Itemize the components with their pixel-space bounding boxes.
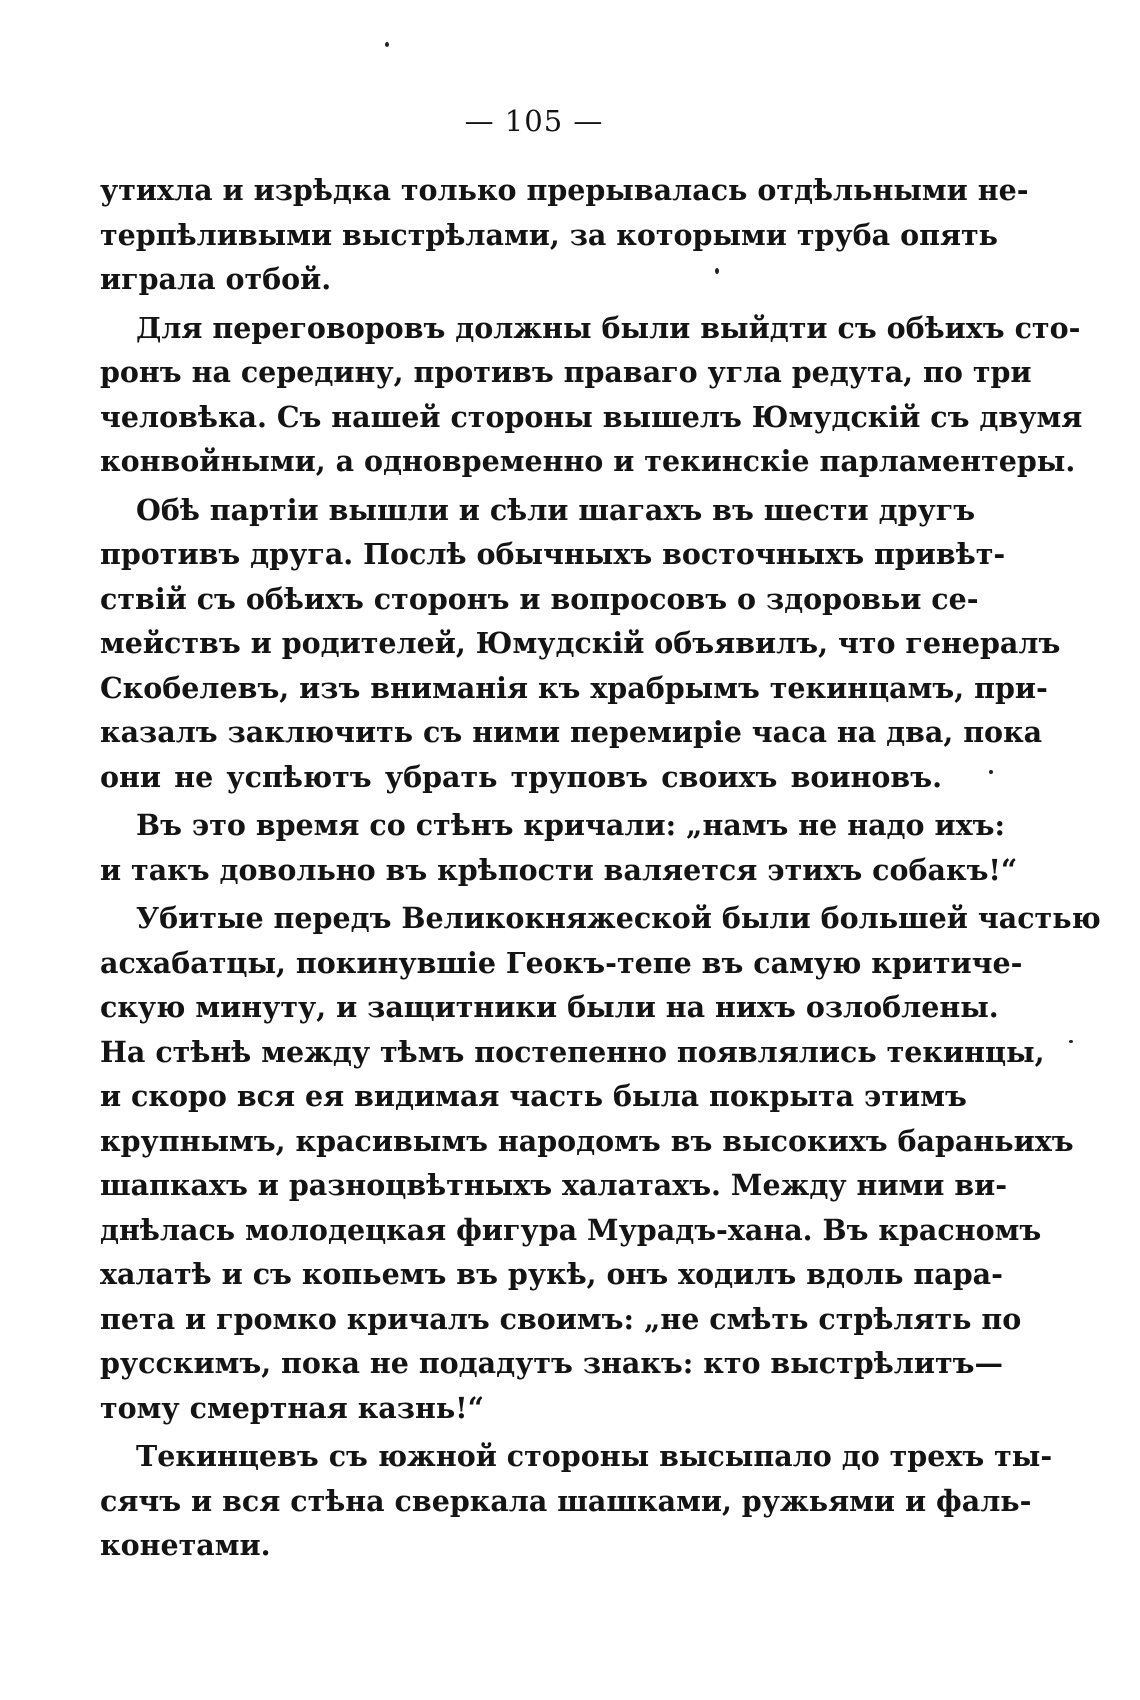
page-number: — 105 — xyxy=(464,104,604,138)
scan-speck xyxy=(1069,1040,1073,1043)
text-line: пета и громко кричалъ своимъ: „не смѣть стрѣлять по xyxy=(100,1301,1022,1336)
scan-speck xyxy=(715,268,719,274)
paragraph xyxy=(100,306,1083,484)
text-line: человѣка. Съ нашей стороны вышелъ Юмудскій съ двумя xyxy=(100,399,1083,434)
text-line: утихла и изрѣдка только прерывалась отдѣльными не- xyxy=(100,173,1029,207)
text-line: крупнымъ, красивымъ народомъ въ высокихъ бараньихъ xyxy=(100,1123,1074,1158)
text-line: конетами. xyxy=(100,1528,271,1562)
text-line: Текинцевъ съ южной стороны высыпало до трехъ ты- xyxy=(136,1439,1053,1473)
text-line: Убитые передъ Великокняжеской были большей частью xyxy=(136,901,1101,935)
text-line: ствій съ обѣихъ сторонъ и вопросовъ о здоровьи се- xyxy=(100,581,979,616)
text-line: терпѣливыми выстрѣлами, за которыми труба опять xyxy=(100,217,999,252)
paragraph xyxy=(100,488,1061,800)
text-line: и такъ довольно въ крѣпости валяется этихъ собакъ!“ xyxy=(100,852,1018,887)
text-line: днѣлась молодецкая фигура Мурадъ-хана. Въ красномъ xyxy=(100,1212,1042,1247)
text-line: Скобелевъ, изъ вниманія къ храбрымъ текинцамъ, при- xyxy=(100,670,1048,705)
text-line: играла отбой. xyxy=(100,262,332,296)
text-line: халатѣ и съ копьемъ въ рукѣ, онъ ходилъ вдоль пара- xyxy=(100,1257,1003,1291)
paragraph xyxy=(100,168,1029,302)
text-line: они не успѣютъ убрать труповъ своихъ воиновъ. xyxy=(100,759,942,794)
text-line: сячъ и вся стѣна сверкала шашками, ружьями и фаль- xyxy=(100,1483,1032,1518)
text-line: конвойными, а одновременно и текинскіе парламентеры. xyxy=(100,444,1076,478)
paragraph xyxy=(100,803,1018,892)
text-line: скую минуту, и защитники были на нихъ озлоблены. xyxy=(100,990,999,1024)
paragraph xyxy=(100,896,1101,1430)
text-line: шапкахъ и разноцвѣтныхъ халатахъ. Между ними ви- xyxy=(100,1168,1008,1202)
text-line: и скоро вся ея видимая часть была покрыта этимъ xyxy=(100,1079,967,1113)
text-line: На стѣнѣ между тѣмъ постепенно появлялись текинцы, xyxy=(100,1034,1045,1069)
text-line: противъ друга. Послѣ обычныхъ восточныхъ привѣт- xyxy=(100,537,1006,571)
scan-speck xyxy=(385,42,389,47)
text-line: асхабатцы, покинувшіе Геокъ-тепе въ самую критиче- xyxy=(100,945,1023,980)
text-line: тому смертная казнь!“ xyxy=(100,1390,485,1425)
body-text xyxy=(100,168,1101,1568)
text-line: ронъ на середину, противъ праваго угла редута, по три xyxy=(100,355,1032,389)
text-line: мействъ и родителей, Юмудскій объявилъ, что генералъ xyxy=(100,626,1061,660)
text-line: Обѣ партіи вышли и сѣли шагахъ въ шести другъ xyxy=(136,492,976,527)
text-line: Для переговоровъ должны были выйдти съ обѣихъ сто- xyxy=(136,310,1081,345)
paragraph xyxy=(100,1434,1053,1568)
text-line: русскимъ, пока не подадутъ знакъ: кто выстрѣлитъ— xyxy=(100,1346,1004,1380)
text-line: казалъ заключить съ ними перемиріе часа на два, пока xyxy=(100,715,1043,749)
scan-speck xyxy=(989,770,993,774)
text-line: Въ это время со стѣнъ кричали: „намъ не надо ихъ: xyxy=(136,808,1005,842)
